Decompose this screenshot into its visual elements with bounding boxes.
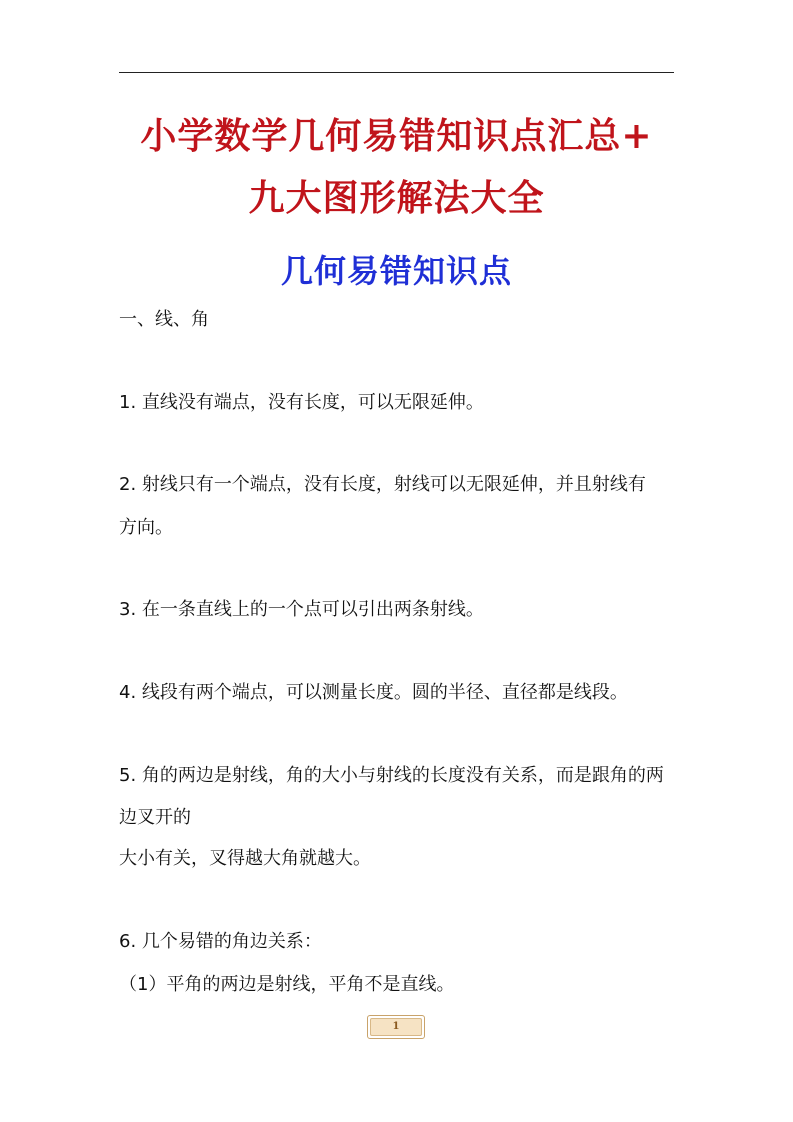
paragraph-line: 方向。 xyxy=(119,517,173,538)
paragraph-line: 大小有关，叉得越大角就越大。 xyxy=(119,848,371,869)
header-rule xyxy=(119,72,674,73)
document-title-line-1: 小学数学几何易错知识点汇总+ xyxy=(140,115,653,157)
paragraph-line: 4. 线段有两个端点，可以测量长度。圆的半径、直径都是线段。 xyxy=(119,682,628,703)
section-subtitle: 几何易错知识点 xyxy=(280,252,512,290)
page-number-badge xyxy=(367,1015,425,1039)
paragraph-line: （1）平角的两边是射线，平角不是直线。 xyxy=(119,974,455,995)
document-title-line-2: 九大图形解法大全 xyxy=(248,177,545,219)
paragraph-line: 边叉开的 xyxy=(119,807,191,828)
paragraph-line: 5. 角的两边是射线，角的大小与射线的长度没有关系，而是跟角的两 xyxy=(119,765,664,786)
paragraph-line: 2. 射线只有一个端点，没有长度，射线可以无限延伸，并且射线有 xyxy=(119,474,646,495)
page-number: 1 xyxy=(370,1018,422,1036)
paragraph-line: 1. 直线没有端点，没有长度，可以无限延伸。 xyxy=(119,392,484,413)
paragraph-line: 6. 几个易错的角边关系： xyxy=(119,931,322,952)
paragraph-line: 3. 在一条直线上的一个点可以引出两条射线。 xyxy=(119,599,484,620)
section-heading: 一、线、角 xyxy=(119,309,209,330)
